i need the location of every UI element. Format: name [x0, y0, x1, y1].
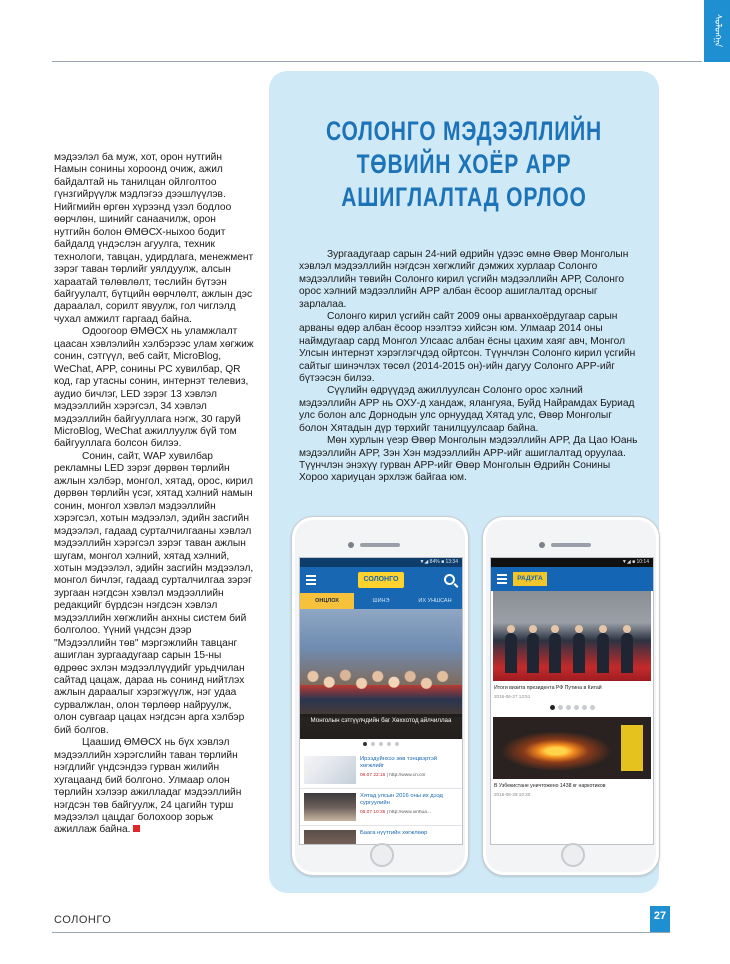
- search-icon[interactable]: [444, 574, 455, 585]
- news-item[interactable]: [300, 752, 462, 789]
- left-paragraph-4-text: Цаашид ӨМӨСХ нь бүх хэвлэл мэдээллийн хэрэгслийн таван төрлийн нэгдлийг үндсэндээ гурван жилийн хугацаанд бий болгоно. Улмаар олон төрлийн хэлээр ажилладаг мэдээллийн нэгдсэн төв байгуулж, 24 цагийн турш мэдээлэл цацдаг болохоор зорьж ажиллаж байна.: [54, 737, 242, 836]
- tab-featured[interactable]: ОНЦЛОХ: [300, 593, 354, 609]
- app-logo: РАДУГА: [513, 572, 547, 586]
- menu-icon[interactable]: [306, 575, 316, 577]
- news-meta: [360, 810, 459, 816]
- news-source: | http://www.cri.cn/: [386, 773, 426, 778]
- status-bar: ▼◢ 84% ■ 13:34: [300, 558, 462, 567]
- article-title: СОЛОНГО МЭДЭЭЛЛИЙН ТӨВИЙН ХОЁР АРР АШИГЛАЛТАД ОРЛОО: [325, 116, 603, 212]
- news-title: Баага нүүтгийн хөгжлөөр: [360, 830, 428, 836]
- phone-mockup-raduga: [482, 516, 660, 876]
- news-thumbnail: [304, 756, 356, 784]
- section-tab-text: ᠰᠣᠯᠣᠩᠭ᠋ᠠ: [712, 14, 722, 48]
- news-photo-fire[interactable]: [493, 717, 651, 779]
- news-caption: Итоги визита президента РФ Путина в Китай: [494, 685, 602, 691]
- news-meta: [360, 773, 459, 779]
- home-button[interactable]: [370, 843, 394, 867]
- carousel-dots: [300, 739, 462, 752]
- app-bar: [300, 567, 462, 593]
- phone-screen: [490, 557, 654, 845]
- carousel-dots: [491, 701, 653, 717]
- left-paragraph-4: [54, 737, 254, 837]
- page-number: 27: [653, 910, 667, 922]
- left-paragraph-3: Сонин, сайт, WAP хувилбар рекламны LED зэрэг дөрвөн төрлийн ажлын хэлбэр, монгол, хятад, орос, кирил дөрвөн төрлийн үсэг, хятад хэлний намын сонин, монгол хэвлэл мэдээллийн хэрэгсэл, хотын мэдээлэл, эдийн засгийн мэдээлэл, гадаад сурталчилгааны хэвлэл мэдээллийн хэрэгсэл зэрэг таван ажлын шугам, монгол хэлний, хятад хэлний, хотын мэдээлэл, эдийн засгийн мэдээлэл, монгол бичлэг, гадаад сурталчилгаа зэрэг зургаан нэгдсэн хэвлэл мэдээллийн редакцийг бүрдсэн нэгдсэн хэвлэл мэдээллийн хөгжлийн анхны систем бий болголоо. Үүний үндсэн дээр "Мэдээллийн төв" мэргэжлийн тавцанг ашиглан зургаадугаар сарын 15-ны өдрөөс эхлэн мэдээллүүдийг урьдчилан сайтад цацаж, дараа нь сонинд нийтлэх ажлын дараалыг хэрэгжүүлж, нэг удаа сурвалжлан, олон төрлөөр найруулж, олон сувгаар цацах нэгдсэн арга хэлбэр бий болгов.: [54, 450, 254, 736]
- news-thumbnail: [304, 793, 356, 821]
- magazine-name: СОЛОНГО: [54, 914, 112, 926]
- news-title: Ирээдүйнхээ зөв тэнцвэртэй хөгжлийг: [360, 756, 438, 769]
- left-paragraph-2: Одоогоор ӨМӨСХ нь уламжлалт цаасан хэвлэлийн хэлбэрээс улам хөгжиж сонин, сэтгүүл, веб сайт, MicroBlog, WeChat, APP, сонины PC хувилбар, QR код, гар утасны сонин, интернэт телевиз, аудио бичлэг, LED зэрэг 13 хэвлэл мэдээллийн хэрэгсэл, 34 хэвлэл мэдээллийн байгууллага нэгж, 30 гаруй MicroBlog, WeChat ажиллуулж бүй том байгууллага болсон билээ.: [54, 326, 254, 450]
- news-date: 2016-06-28 10:30: [494, 792, 531, 797]
- bottom-divider: [52, 932, 670, 933]
- phone-screen: [299, 557, 463, 845]
- status-bar: ▼◢ ■ 10:14: [491, 558, 653, 567]
- home-button[interactable]: [561, 843, 585, 867]
- news-thumbnail: [304, 830, 356, 845]
- end-of-article-mark: [133, 825, 140, 832]
- speaker-grille: [360, 543, 400, 547]
- hero-caption: Монголын сэтгүүлчдийн баг Хөххотод айлчиллаа: [300, 714, 462, 739]
- news-title: Хятад улсын 2016 оны их дээд сургуулийн: [360, 793, 443, 806]
- top-divider: [52, 61, 702, 62]
- news-caption: В Узбекистане уничтожено 1438 кг наркотиков: [494, 783, 606, 789]
- app-tabs: [300, 593, 462, 609]
- news-date: 06.07 10:35: [360, 810, 386, 815]
- article-panel: [269, 71, 659, 893]
- speaker-grille: [551, 543, 591, 547]
- left-paragraph-1: мэдээлэл ба муж, хот, орон нутгийн Намын сонины хороонд очиж, ажил байдалтай нь танилцан ойлголтоо гүнзгийрүүлж мэдлэгээ дээшлүүлэв. Нийгмийн өргөн хүрээнд үзэл бодлоо өөрчлөн, шинийг санаачилж, орон нутгийн болон ӨМӨСХ-ныхоо бодит байдалд үндэслэн агуулга, техник технологи, тавцан, удирдлага, менежмент зэрэг таван төрлийг уялдуулж, алсын хараатай төлөвлөлт, төслийн бүтээн байгуулалт, бүтцийн өөрчлөлт, ажлын дэс дараалал, сорилт явуулж, гол чиглэлд чухал амжилт гаргаад байна.: [54, 152, 254, 325]
- news-source: | http://www.xinhua...: [386, 810, 431, 815]
- tab-new[interactable]: ШИНЭ: [372, 598, 390, 604]
- app-bar: [491, 567, 653, 591]
- phone-mockup-solongo: [291, 516, 469, 876]
- news-photo-leaders[interactable]: [493, 591, 651, 681]
- app-logo: СОЛОНГО: [358, 572, 404, 588]
- article-paragraph-4: Мөн хурлын үеэр Өвөр Монголын мэдээллийн АРР, Да Цао Юань мэдээллийн АРР, Зэн Хэн мэдээллийн АРР-ийг ашиглалтад оруулаа. Түүнчлэн энэхүү гурван АРР-ийг Өвөр Монголын Өдрийн Сонины Хороо хариуцан эрхлэж байгаа юм.: [299, 435, 638, 484]
- camera-icon: [348, 542, 354, 548]
- menu-icon[interactable]: [497, 574, 507, 576]
- article-paragraph-2: Солонго кирил үсгийн сайт 2009 оны арванхоёрдугаар сарын арваны өдөр албан ёсоор нээлтээ хийсэн юм. Улмаар 2014 оны наймдугаар сард Монгол Улсаас албан ёсны цахим хаяг авч, Монгол Улсын интернэт хэрэглэгчдэд ойртсон. Түүнчлэн Солонго кирил үсгийн сайтыг шинэчлэх төсөл (2014-2015 он)-ийн дагуу Солонго АРР-ийг бүтээсэн билээ.: [299, 311, 636, 385]
- article-paragraph-1: Зургаадугаар сарын 24-ний өдрийн үдээс өмнө Өвөр Монголын хэвлэл мэдээллийн нэгдсэн хөгжлийг дэмжих хурлаар Солонго мэдээллийн төвийн Солонго кирил үсгийн мэдээллийн АРР, Солонго орос хэлний мэдээллийн АРР албан ёсоор ашиглалтад орсныг зарлалаа.: [299, 249, 629, 310]
- group-photo: [300, 659, 462, 717]
- news-date: 2016-06-27 13:51: [494, 694, 531, 699]
- tab-most-read[interactable]: ИХ УНШСАН: [418, 598, 452, 604]
- article-paragraph-3: Сүүлийн өдрүүдэд ажиллуулсан Солонго орос хэлний мэдээллийн АРР нь ОХУ-д хандаж, ялангуяа, Буйд Найрамдах Буриад улс болон алс Дорнодын улс орнуудад Хятад улс, Өвөр Монголыг болон Хятадын дүр төрхийг танилцуулсаар байна.: [299, 385, 635, 434]
- camera-icon: [539, 542, 545, 548]
- hero-photo[interactable]: [300, 609, 462, 739]
- news-item[interactable]: [300, 789, 462, 826]
- article-body: [299, 249, 639, 485]
- section-tab: [704, 0, 730, 62]
- news-date: 06.07 22:16: [360, 773, 386, 778]
- left-column-text: [54, 152, 254, 837]
